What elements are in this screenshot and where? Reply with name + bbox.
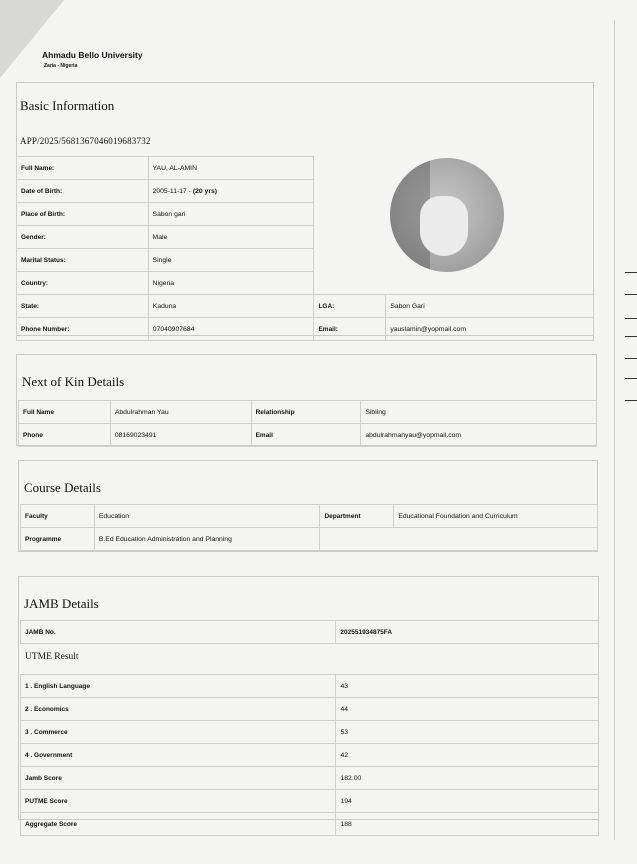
email-value: yauslamin@yopmail.com	[386, 318, 594, 341]
country-label: Country:	[17, 272, 149, 295]
table-row	[21, 675, 599, 698]
programme-value: B.Ed Education Administration and Planning	[94, 528, 320, 551]
table-row	[17, 272, 314, 295]
marital-value: Single	[148, 249, 313, 272]
utme-title: UTME Result	[25, 652, 79, 662]
table-row	[21, 767, 599, 790]
result-label: 3 . Commerce	[21, 721, 336, 744]
result-label: 4 . Government	[21, 744, 336, 767]
kin-name-value: Abdulrahman Yau	[110, 401, 251, 424]
table-row	[21, 698, 599, 721]
result-label: PUTME Score	[21, 790, 336, 813]
state-label: State:	[17, 295, 149, 318]
state-value: Kaduna	[148, 295, 314, 318]
result-value: 53	[336, 721, 599, 744]
table-row	[21, 744, 599, 767]
result-value: 42	[336, 744, 599, 767]
dob-label: Date of Birth:	[17, 180, 149, 203]
result-label: Aggregate Score	[21, 813, 336, 836]
kin-title: Next of Kin Details	[22, 374, 125, 389]
kin-email-value: abdulrahmanyau@yopmail.com	[361, 424, 597, 447]
jamb-no-value: 202551934875FA	[336, 621, 599, 644]
result-label: Jamb Score	[21, 767, 336, 790]
table-row	[21, 621, 599, 644]
email-label: Email:	[314, 318, 386, 341]
result-value: 194	[336, 790, 599, 813]
result-value: 188	[336, 813, 599, 836]
lga-value: Sabon Gari	[386, 295, 594, 318]
table-row	[17, 157, 314, 180]
phone-label: Phone Number:	[17, 318, 149, 341]
table-row	[17, 180, 314, 203]
result-label: 2 . Economics	[21, 698, 336, 721]
full-name-label: Full Name:	[17, 157, 149, 180]
kin-phone-value: 08169023491	[110, 424, 251, 447]
jamb-title: JAMB Details	[24, 596, 99, 611]
pob-value: Sabon gari	[148, 203, 313, 226]
phone-value: 07040907684	[148, 318, 314, 341]
gender-value: Male	[148, 226, 313, 249]
gender-label: Gender:	[17, 226, 149, 249]
table-row	[21, 528, 598, 551]
course-title: Course Details	[24, 480, 101, 495]
department-value: Educational Foundation and Curriculum	[394, 505, 598, 528]
university-name: Ahmadu Bello University	[42, 50, 143, 60]
table-row	[21, 505, 598, 528]
basic-info-table-bottom	[16, 294, 594, 341]
result-label: 1 . English Language	[21, 675, 336, 698]
dob-value	[148, 180, 313, 203]
application-number: APP/2025/5681367046019683732	[20, 136, 151, 146]
faculty-label: Faculty	[21, 505, 95, 528]
dob-age: (20 yrs)	[192, 187, 218, 195]
marital-label: Marital Status:	[17, 249, 149, 272]
kin-table	[18, 400, 597, 447]
table-row	[19, 401, 597, 424]
table-row	[17, 295, 594, 318]
kin-rel-value: Sibling	[361, 401, 597, 424]
table-row	[21, 813, 599, 836]
table-row	[17, 226, 314, 249]
table-row	[21, 790, 599, 813]
utme-result-table	[20, 674, 599, 836]
country-value: Nigeria	[148, 272, 313, 295]
basic-info-title: Basic Information	[20, 98, 115, 113]
table-row	[19, 424, 597, 447]
passport-photo	[390, 158, 504, 272]
course-table	[20, 504, 598, 551]
table-row	[17, 249, 314, 272]
result-value: 182.00	[336, 767, 599, 790]
full-name-value: YAU, AL-AMIN	[148, 157, 313, 180]
table-row	[17, 203, 314, 226]
jamb-no-table	[20, 620, 599, 644]
dob-date: 2005-11-17 -	[152, 187, 193, 195]
faculty-value: Education	[94, 505, 320, 528]
header	[42, 50, 143, 69]
kin-name-label: Full Name	[19, 401, 111, 424]
table-row	[17, 318, 594, 341]
lga-label: LGA:	[314, 295, 386, 318]
result-value: 44	[336, 698, 599, 721]
result-value: 43	[336, 675, 599, 698]
jamb-no-label: JAMB No.	[21, 621, 336, 644]
university-location: Zaria - Nigeria	[44, 63, 78, 69]
kin-phone-label: Phone	[19, 424, 111, 447]
basic-info-table	[16, 156, 314, 295]
department-label: Department	[320, 505, 394, 528]
table-row	[21, 721, 599, 744]
kin-email-label: Email	[251, 424, 361, 447]
programme-label: Programme	[21, 528, 95, 551]
kin-rel-label: Relationship	[251, 401, 361, 424]
pob-label: Place of Birth:	[17, 203, 149, 226]
